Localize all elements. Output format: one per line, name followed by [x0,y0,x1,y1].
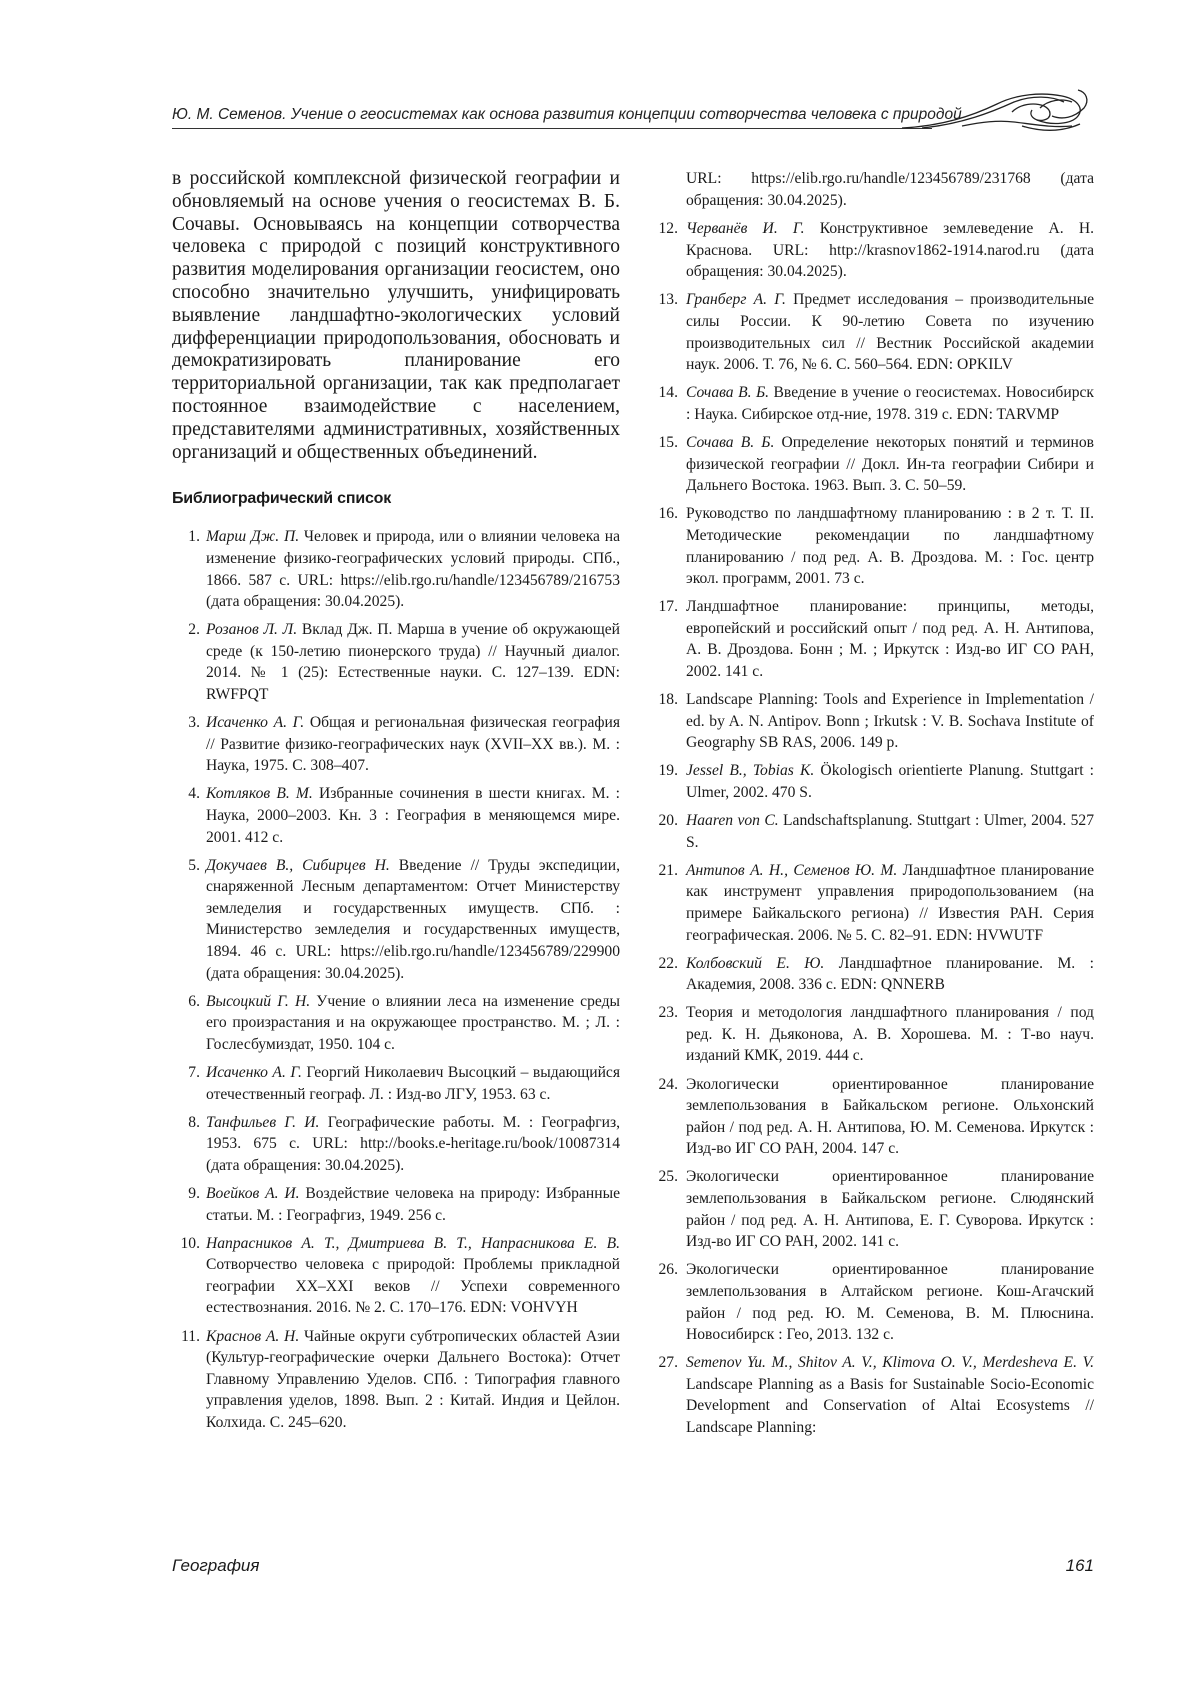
reference-item: 7. Исаченко А. Г. Георгий Николаевич Высоцкий – выдающийся отечественный географ. Л. : Изд-во ЛГУ, 1953. 63 с. [188,1064,621,1103]
reference-item: 4. Котляков В. М. Избранные сочинения в шести книгах. М. : Наука, 2000–2003. Кн. 3 : География в меняющемся мире. 2001. 412 с. [188,785,620,846]
reference-continuation: URL: https://elib.rgo.ru/handle/123456789/231768 (дата обращения: 30.04.2025). [686,170,1094,209]
reference-item: 8. Танфильев Г. И. Географические работы. М. : Географгиз, 1953. 675 с. URL: http://books.e-heritage.ru/book/10087314 (дата обращения: 30.04.2025). [188,1113,620,1174]
reference-item: 2. Розанов Л. Л. Вклад Дж. П. Марша в учение об окружающей среде (к 150-летию пионерского труда) // Научный диалог. 2014. № 1 (25): Естественные науки. С. 127–139. EDN: RWFPQT [188,621,620,704]
reference-item: 5. Докучаев В., Сибирцев Н. Введение // Труды экспедиции, снаряженной Лесным департаментом: Отчет Министерству земледелия и государственных имуществ. СПб. : Министерство земледелия и государственных имуществ, 1894. 46 с. URL: https://elib.rgo.ru/handle/123456789/229900 (дата обращения: 30.04.2025). [188,856,621,982]
reference-item: 15. Сочава В. Б. Определение некоторых понятий и терминов физической географии // Докл. Ин-та географии Сибири и Дальнего Востока. 1963. Вып. 3. С. 50–59. [658,434,1094,495]
bibliography-heading: Библиографический список [172,490,392,508]
reference-item: 11. Краснов А. Н. Чайные округи субтропических областей Азии (Культур-географические очерки Дальнего Востока): Отчет Главному Управлению Уделов. СПб. : Типография главного управления уделов, 1898. Вып. 2 : Китай. Индия и Цейлон. Колхида. С. 245–620. [181,1327,620,1431]
footer-section: География [172,1556,260,1575]
reference-item: 22. Колбовский Е. Ю. Ландшафтное планирование. М. : Академия, 2008. 336 с. EDN: QNNERB [658,954,1094,994]
running-title: Ю. М. Семенов. Учение о геосистемах как основа развития концепции сотворчества человека с природой [172,106,962,123]
reference-item: 1. Марш Дж. П. Человек и природа, или о влиянии человека на изменение физико-географических условий природы. СПб., 1866. 587 с. URL: https://elib.rgo.ru/handle/123456789/216753 (дата обращения: 30.04.2025). [188,528,620,611]
running-header [172,100,1092,140]
reference-item: 16. Руководство по ландшафтному планированию : в 2 т. Т. II. Методические рекомендации по ландшафтному планированию / под ред. А. В. Дроздова. М. : Гос. центр экол. программ, 2001. 73 с. [658,505,1094,588]
header-rule [172,128,932,129]
reference-item: 19. Jessel B., Tobias K. Ökologisch orientierte Planung. Stuttgart : Ulmer, 2002. 470 S. [658,762,1094,801]
reference-item: 26. Экологически ориентированное планирование землепользования в Алтайском регионе. Кош-Агачский район / под ред. Ю. М. Семенова, В. М. Плюснина. Новосибирск : Гео, 2013. 132 с. [658,1261,1094,1344]
reference-item: 13. Гранберг А. Г. Предмет исследования – производительные силы России. К 90-летию Совета по изучению производительных сил // Вестник Российской академии наук. 2006. Т. 76, № 6. С. 560–564. EDN: OPKILV [658,291,1094,374]
reference-item: 24. Экологически ориентированное планирование землепользования в Байкальском регионе. Ольхонский район / под ред. А. Н. Антипова, Ю. М. Семенова. Иркутск : Изд-во ИГ СО РАН, 2004. 147 с. [658,1075,1094,1158]
reference-item: 17. Ландшафтное планирование: принципы, методы, европейский и российский опыт / под ред. А. Н. Антипова, А. В. Дроздова. Бонн ; М. ; Иркутск : Изд-во ИГ СО РАН, 2002. 141 с. [658,598,1094,680]
reference-list-left [172,526,620,1433]
ornament-flourish-icon [902,86,1092,138]
reference-item: 27. Semenov Yu. M., Shitov A. V., Klimova O. V., Merdesheva E. V. Landscape Planning as a Basis for Sustainable Socio-Economic Development and Conservation of Altai Ecosystems // Landscape Planning: [658,1354,1094,1436]
reference-item: 14. Сочава В. Б. Введение в учение о геосистемах. Новосибирск : Наука. Сибирское отд-ние, 1978. 319 с. EDN: TARVMP [658,384,1094,423]
reference-item: 20. Haaren von C. Landschaftsplanung. Stuttgart : Ulmer, 2004. 527 S. [658,812,1094,851]
reference-item: 23. Теория и методология ландшафтного планирования / под ред. К. Н. Дьяконова, А. В. Хорошева. М. : Т-во науч. изданий КМК, 2019. 444 с. [658,1004,1094,1065]
page-number: 161 [1065,1556,1094,1575]
reference-item: 21. Антипов А. Н., Семенов Ю. М. Ландшафтное планирование как инструмент управления природопользованием (на примере Байкальского региона) // Известия РАН. Серия географическая. 2006. № 5. С. 82–91. EDN: HVWUTF [658,861,1094,944]
reference-item: 25. Экологически ориентированное планирование землепользования в Байкальском регионе. Слюдянский район / под ред. А. Н. Антипова, Е. Г. Суворова. Иркутск : Изд-во ИГ СО РАН, 2002. 141 с. [658,1168,1094,1251]
body-paragraph: в российской комплексной физической географии и обновляемый на основе учения о геосистемах В. Б. Сочавы. Основываясь на концепции сотворчества человека с природой с позиций конструктивного развития моделирования организации геосистем, оно способно значительно улучшить, унифицировать выявление ландшафтно-экологических условий дифференциации природопользования, обосновать и демократизировать планирование его территориальной организации, так как предполагает постоянное взаимодействие с населением, представителями административных, хозяйственных организаций и общественных объединений. [172,168,620,463]
left-column [172,168,620,1440]
reference-item: 9. Воейков А. И. Воздействие человека на природу: Избранные статьи. М. : Географгиз, 1949. 256 с. [188,1184,620,1224]
reference-item: 10. Напрасников А. Т., Дмитриева В. Т., Напрасникова Е. В. Сотворчество человека с природой: Проблемы прикладной географии XX–XXI веков // Успехи современного естествознания. 2016. № 2. С. 170–176. EDN: VOHVYH [180,1234,620,1317]
right-column [650,168,1094,1445]
reference-item: 6. Высоцкий Г. Н. Учение о влиянии леса на изменение среды его произрастания и на окружающее пространство. М. ; Л. : Гослесбумиздат, 1950. 104 с. [188,992,620,1053]
reference-item: 12. Черванёв И. Г. Конструктивное землеведение А. Н. Краснова. URL: http://krasnov1862-1914.narod.ru (дата обращения: 30.04.2025). [658,220,1094,281]
reference-item: 3. Исаченко А. Г. Общая и региональная физическая география // Развитие физико-географических наук (XVII–XX вв.). М. : Наука, 1975. С. 308–407. [188,714,621,775]
reference-list-right [650,218,1094,1438]
reference-item: 18. Landscape Planning: Tools and Experience in Implementation / ed. by A. N. Antipov. Bonn ; Irkutsk : V. B. Sochava Institute of Geography SB RAS, 2006. 149 p. [658,691,1094,752]
